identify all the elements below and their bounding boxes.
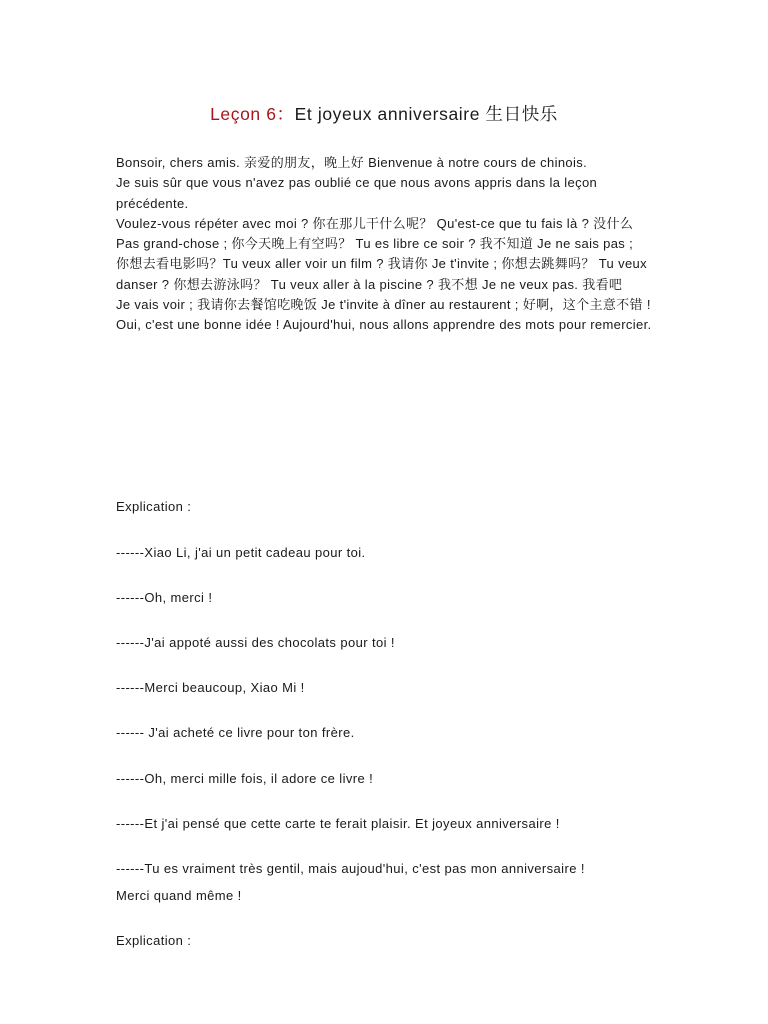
dialogue-line: ------Tu es vraiment très gentil, mais aujoud'hui, c'est pas mon anniversaire ! xyxy=(116,861,585,876)
dialogue-line: ------Oh, merci mille fois, il adore ce livre ! xyxy=(116,771,374,786)
dialogue-line: ------Merci beaucoup, Xiao Mi ! xyxy=(116,680,305,695)
intro-line: 你想去看电影吗？Tu veux aller voir un film ? 我请你 Je t'invite ; 你想去跳舞吗？ Tu veux xyxy=(116,256,647,272)
intro-line: Oui, c'est une bonne idée ! Aujourd'hui, nous allons apprendre des mots pour remercier. xyxy=(116,317,652,333)
dialogue-line: ------ J'ai acheté ce livre pour ton frère. xyxy=(116,725,355,740)
dialogue-line: ------Oh, merci ! xyxy=(116,590,213,605)
section-heading: Explication : xyxy=(116,499,192,514)
section-heading-2: Explication : xyxy=(116,933,192,948)
dialogue-line: ------Et j'ai pensé que cette carte te ferait plaisir. Et joyeux anniversaire ! xyxy=(116,816,560,831)
dialogue-line: ------J'ai appoté aussi des chocolats pour toi ! xyxy=(116,635,395,650)
lesson-title-french: Et joyeux anniversaire xyxy=(294,104,481,124)
lesson-title-chinese: 生日快乐 xyxy=(485,104,558,124)
intro-line: Je suis sûr que vous n'avez pas oublié ce que nous avons appris dans la leçon précédente. xyxy=(116,175,598,211)
intro-line: Voulez-vous répéter avec moi ? 你在那儿干什么呢？ Qu'est-ce que tu fais là ? 没什么 xyxy=(116,215,634,231)
intro-paragraph xyxy=(116,153,652,336)
lesson-number: Leçon 6： xyxy=(210,104,295,124)
intro-line: danser ? 你想去游泳吗？ Tu veux aller à la piscine ? 我不想 Je ne veux pas. 我看吧 xyxy=(116,276,623,292)
intro-line: Je vais voir ; 我请你去餐馆吃晚饭 Je t'invite à dîner au restaurent ; 好啊，这个主意不错 ! xyxy=(116,297,651,313)
dialogue-line: Merci quand même ! xyxy=(116,888,242,903)
lesson-title xyxy=(0,101,768,126)
intro-line: Bonsoir, chers amis. 亲爱的朋友，晚上好 Bienvenue à notre cours de chinois. xyxy=(116,155,588,170)
dialogue-line: ------Xiao Li, j'ai un petit cadeau pour toi. xyxy=(116,545,366,560)
intro-line: Pas grand-chose ; 你今天晚上有空吗？ Tu es libre ce soir ? 我不知道 Je ne sais pas ; xyxy=(116,236,634,252)
